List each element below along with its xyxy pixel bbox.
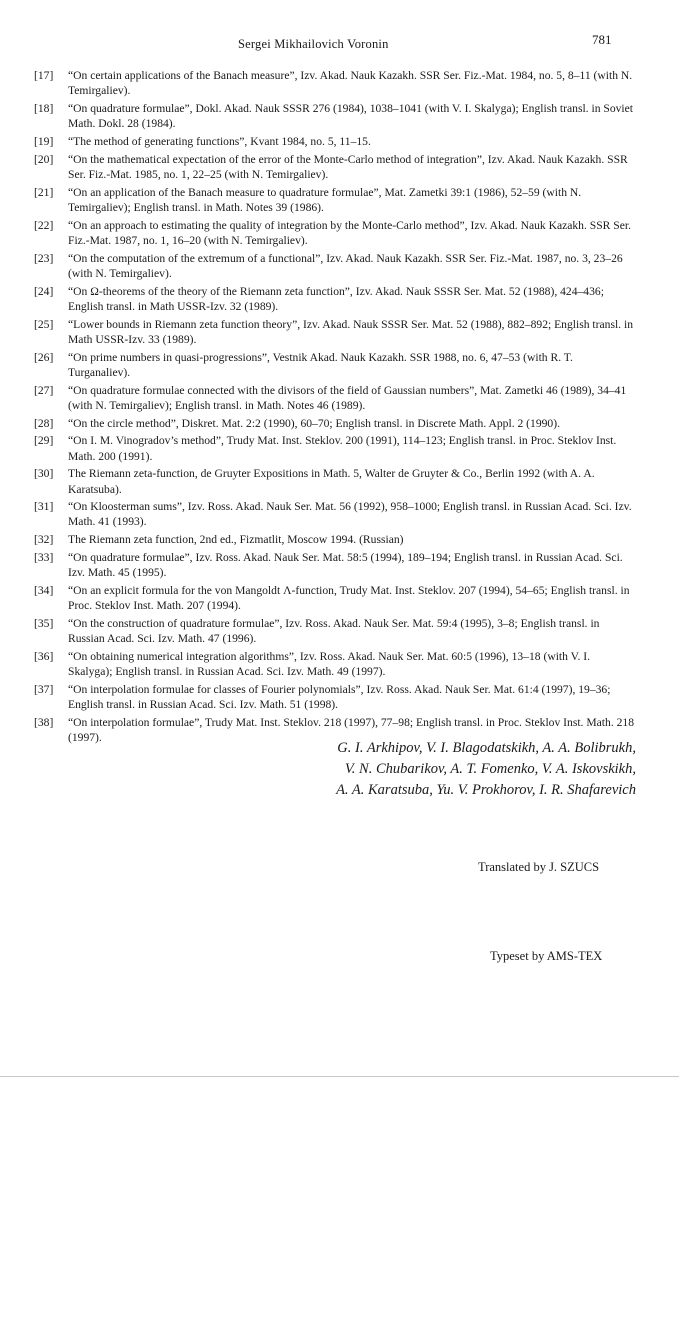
signatories-block xyxy=(246,738,636,801)
reference-text: “On I. M. Vinogradov’s method”, Trudy Mat. Inst. Steklov. 200 (1991), 114–123; English transl. in Proc. Steklov Inst. Math. 200 (1991). xyxy=(68,434,617,463)
running-head: Sergei Mikhailovich Voronin xyxy=(238,37,389,51)
reference-item xyxy=(34,317,634,348)
reference-text: The Riemann zeta-function, de Gruyter Expositions in Math. 5, Walter de Gruyter & Co., Berlin 1992 (with A. A. Karatsuba). xyxy=(68,467,595,496)
reference-number: [32] xyxy=(34,533,54,547)
reference-number: [26] xyxy=(34,350,54,364)
reference-item xyxy=(34,251,634,282)
reference-item xyxy=(34,416,634,431)
page-number: 781 xyxy=(592,32,612,47)
reference-text: “On the computation of the extremum of a functional”, Izv. Akad. Nauk Kazakh. SSR Ser. Fiz.-Mat. 1987, no. 3, 23–26 (with N. Temirgaliev). xyxy=(68,251,623,280)
signatories-line: G. I. Arkhipov, V. I. Blagodatskikh, A. A. Bolibrukh, xyxy=(337,740,636,756)
reference-number: [18] xyxy=(34,101,54,115)
translator-credit: Translated by J. SZUCS xyxy=(478,860,600,874)
reference-item xyxy=(34,284,634,315)
reference-item xyxy=(34,68,634,99)
reference-number: [23] xyxy=(34,251,54,265)
reference-text: “On interpolation formulae”, Trudy Mat. Inst. Steklov. 218 (1997), 77–98; English transl. in Proc. Steklov Inst. Math. 218 (1997). xyxy=(68,715,635,745)
reference-text: “On Ω-theorems of the theory of the Riemann zeta function”, Izv. Akad. Nauk SSSR Ser. Mat. 52 (1988), 424–436; English transl. in Math USSR-Izv. 32 (1989). xyxy=(68,284,604,313)
reference-text: “On Kloosterman sums”, Izv. Ross. Akad. Nauk Ser. Mat. 56 (1992), 958–1000; English transl. in Russian Acad. Sci. Izv. Math. 41 (1993). xyxy=(68,500,632,529)
reference-list xyxy=(34,68,634,748)
reference-number: [22] xyxy=(34,218,54,232)
reference-text: “On an explicit formula for the von Mangoldt Λ-function, Trudy Mat. Inst. Steklov. 207 (1994), 54–65; English transl. in Proc. Steklov Inst. Math. 207 (1994). xyxy=(68,583,630,613)
reference-item xyxy=(34,350,634,381)
reference-number: [36] xyxy=(34,649,54,663)
signatories-line: V. N. Chubarikov, A. T. Fomenko, V. A. Iskovskikh, xyxy=(344,761,636,777)
reference-text: “On the mathematical expectation of the error of the Monte-Carlo method of integration”, Izv. Akad. Nauk Kazakh. SSR Ser. Fiz.-Mat. 1985, no. 1, 22–25 (with N. Temirgaliev). xyxy=(68,152,628,181)
reference-text: “On the construction of quadrature formulae”, Izv. Ross. Akad. Nauk Ser. Mat. 59:4 (1995), 3–8; English transl. in Russian Acad. Sci. Izv. Math. 47 (1996). xyxy=(68,616,600,646)
reference-item xyxy=(34,532,634,547)
reference-item xyxy=(34,682,634,713)
reference-item xyxy=(34,152,634,183)
reference-item xyxy=(34,583,634,614)
reference-number: [35] xyxy=(34,616,54,630)
reference-text: “On an application of the Banach measure to quadrature formulae”, Mat. Zametki 39:1 (1986), 52–59 (with N. Temirgaliev); English transl. in Math. Notes 39 (1986). xyxy=(68,185,582,214)
reference-text: “On interpolation formulae for classes of Fourier polynomials”, Izv. Ross. Akad. Nauk Ser. Mat. 61:4 (1997), 19–36; English transl. in Russian Acad. Sci. Izv. Math. 51 (1998). xyxy=(68,682,611,712)
reference-text: “On obtaining numerical integration algorithms”, Izv. Ross. Akad. Nauk Ser. Mat. 60:5 (1996), 13–18 (with V. I. Skalyga); English transl. in Russian Acad. Sci. Izv. Math. 49 (1997). xyxy=(68,649,591,679)
reference-number: [38] xyxy=(34,715,54,729)
reference-number: [25] xyxy=(34,317,54,331)
reference-text: “On quadrature formulae”, Dokl. Akad. Nauk SSSR 276 (1984), 1038–1041 (with V. I. Skalyga); English transl. in Soviet Math. Dokl. 28 (1984). xyxy=(68,101,634,131)
reference-item xyxy=(34,101,634,132)
reference-text: “On certain applications of the Banach measure”, Izv. Akad. Nauk Kazakh. SSR Ser. Fiz.-Mat. 1984, no. 5, 8–11 (with N. Temirgaliev). xyxy=(68,69,633,98)
reference-item xyxy=(34,134,634,149)
reference-number: [17] xyxy=(34,69,54,82)
reference-item xyxy=(34,499,634,530)
reference-number: [31] xyxy=(34,500,54,514)
reference-text: “On prime numbers in quasi-progressions”, Vestnik Akad. Nauk Kazakh. SSR 1988, no. 6, 47–53 (with R. T. Turganaliev). xyxy=(68,350,573,379)
reference-number: [19] xyxy=(34,134,54,148)
reference-text: “On quadrature formulae”, Izv. Ross. Akad. Nauk Ser. Mat. 58:5 (1994), 189–194; English transl. in Russian Acad. Sci. Izv. Math. 45 (1995). xyxy=(68,550,623,580)
reference-text: “On the circle method”, Diskret. Mat. 2:2 (1990), 60–70; English transl. in Discrete Math. Appl. 2 (1990). xyxy=(68,416,560,430)
reference-number: [24] xyxy=(34,284,54,298)
reference-text: “On quadrature formulae connected with the divisors of the field of Gaussian numbers”, Mat. Zametki 46 (1989), 34–41 (with N. Temirgaliev); English transl. in Math. Notes 46 (1989). xyxy=(68,383,627,412)
reference-number: [20] xyxy=(34,152,54,166)
reference-number: [21] xyxy=(34,185,54,199)
reference-item xyxy=(34,185,634,216)
reference-item xyxy=(34,383,634,414)
typeset-credit: Typeset by AMS-TEX xyxy=(490,949,603,963)
reference-number: [29] xyxy=(34,434,54,448)
reference-text: “On an approach to estimating the quality of integration by the Monte-Carlo method”, Izv. Akad. Nauk Kazakh. SSR Ser. Fiz.-Mat. 1987, no. 1, 16–20 (with N. Temirgaliev). xyxy=(68,218,632,247)
reference-item xyxy=(34,649,634,680)
signatories-line: A. A. Karatsuba, Yu. V. Prokhorov, I. R. Shafarevich xyxy=(336,782,636,798)
reference-text: “Lower bounds in Riemann zeta function theory”, Izv. Akad. Nauk SSSR Ser. Mat. 52 (1988), 882–892; English transl. in Math USSR-Izv. 33 (1989). xyxy=(68,317,634,346)
reference-number: [37] xyxy=(34,682,54,696)
reference-text: The Riemann zeta function, 2nd ed., Fizmatlit, Moscow 1994. (Russian) xyxy=(68,533,404,547)
page-bottom-rule xyxy=(0,1076,679,1077)
reference-number: [27] xyxy=(34,383,54,397)
reference-number: [30] xyxy=(34,467,54,481)
reference-number: [28] xyxy=(34,416,54,430)
reference-item xyxy=(34,218,634,249)
reference-item xyxy=(34,550,634,581)
reference-text: “The method of generating functions”, Kvant 1984, no. 5, 11–15. xyxy=(68,134,371,148)
reference-item xyxy=(34,616,634,647)
reference-item xyxy=(34,466,634,497)
reference-item xyxy=(34,433,634,464)
reference-number: [34] xyxy=(34,583,54,597)
reference-number: [33] xyxy=(34,550,54,564)
